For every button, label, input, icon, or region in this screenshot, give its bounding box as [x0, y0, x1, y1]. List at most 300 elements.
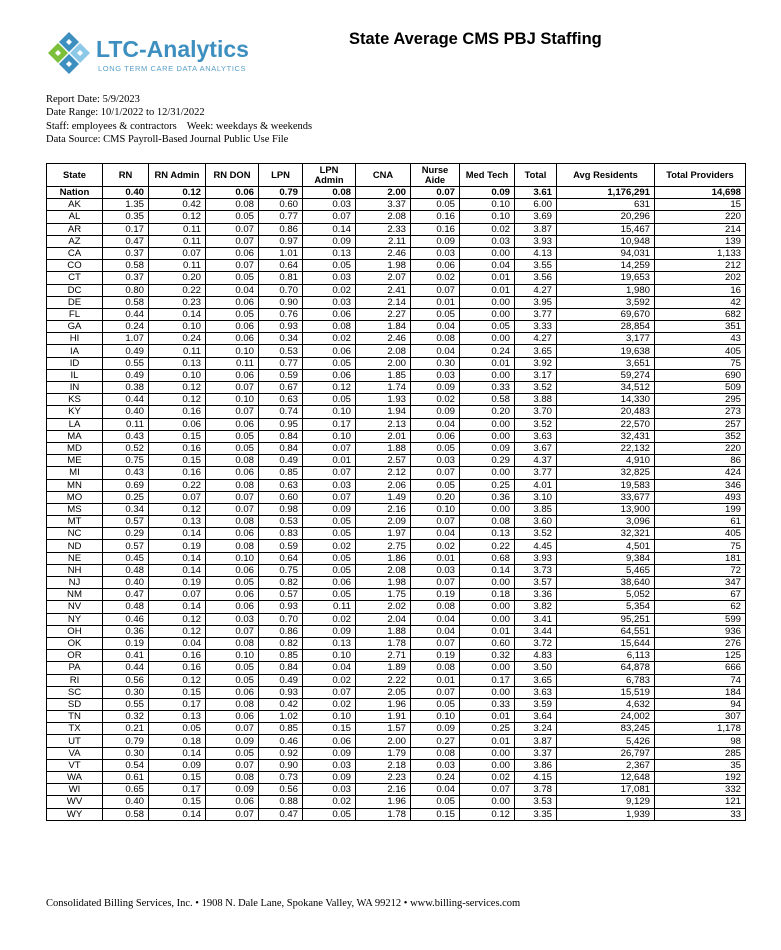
table-cell: 1.98 — [356, 260, 411, 272]
table-cell: 0.05 — [303, 260, 356, 272]
table-cell: 0.07 — [411, 686, 460, 698]
table-cell: 1.88 — [356, 625, 411, 637]
table-cell: 0.97 — [259, 235, 303, 247]
table-cell: 0.16 — [149, 650, 206, 662]
table-row — [47, 455, 746, 467]
table-cell: 0.74 — [259, 406, 303, 418]
table-cell: 139 — [655, 235, 746, 247]
table-cell: 0.05 — [303, 808, 356, 820]
table-cell: 1.02 — [259, 711, 303, 723]
table-cell: 0.07 — [303, 467, 356, 479]
table-cell: 15,644 — [557, 637, 655, 649]
table-cell: 0.07 — [206, 235, 259, 247]
table-row — [47, 235, 746, 247]
table-row — [47, 199, 746, 211]
table-cell: 0.05 — [303, 394, 356, 406]
table-cell: 0.49 — [259, 674, 303, 686]
table-cell: 3.57 — [515, 577, 557, 589]
table-cell: 61 — [655, 516, 746, 528]
table-cell: 0.93 — [259, 601, 303, 613]
table-cell: 28,854 — [557, 321, 655, 333]
table-cell: 3.10 — [515, 491, 557, 503]
table-body — [47, 187, 746, 821]
table-cell: 0.10 — [206, 394, 259, 406]
table-cell: PA — [47, 662, 103, 674]
table-cell: 0.07 — [411, 187, 460, 199]
table-cell: 2.71 — [356, 650, 411, 662]
table-cell: 0.05 — [206, 674, 259, 686]
table-cell: 0.05 — [303, 552, 356, 564]
table-cell: 3.56 — [515, 272, 557, 284]
table-cell: 0.40 — [103, 577, 149, 589]
table-cell: 0.16 — [149, 662, 206, 674]
table-cell: 0.08 — [303, 187, 356, 199]
table-cell: 14,330 — [557, 394, 655, 406]
table-cell: NC — [47, 528, 103, 540]
table-cell: 0.08 — [460, 516, 515, 528]
table-cell: 0.04 — [411, 418, 460, 430]
table-cell: 0.02 — [303, 674, 356, 686]
table-cell: 631 — [557, 199, 655, 211]
table-cell: 15,519 — [557, 686, 655, 698]
table-cell: 0.12 — [149, 187, 206, 199]
table-cell: 3,651 — [557, 357, 655, 369]
table-cell: 0.06 — [411, 260, 460, 272]
company-logo — [46, 30, 256, 82]
staff-filter: Staff: employees & contractors — [46, 120, 177, 132]
table-cell: 0.48 — [103, 564, 149, 576]
table-cell: 0.04 — [460, 260, 515, 272]
table-cell: 0.59 — [259, 540, 303, 552]
table-cell: 0.00 — [460, 796, 515, 808]
table-cell: 0.53 — [259, 516, 303, 528]
table-cell: 0.63 — [259, 479, 303, 491]
table-cell: 0.46 — [259, 735, 303, 747]
table-cell: 0.07 — [206, 759, 259, 771]
table-cell: 0.11 — [149, 260, 206, 272]
table-cell: 3.92 — [515, 357, 557, 369]
table-cell: 0.05 — [411, 698, 460, 710]
table-cell: 2.11 — [356, 235, 411, 247]
table-cell: 0.15 — [303, 723, 356, 735]
table-cell: 0.07 — [206, 382, 259, 394]
table-cell: 0.55 — [103, 698, 149, 710]
column-header: RN Admin — [149, 164, 206, 187]
table-cell: NJ — [47, 577, 103, 589]
table-cell: 32,431 — [557, 430, 655, 442]
column-header: Med Tech — [460, 164, 515, 187]
table-cell: 0.03 — [206, 613, 259, 625]
table-cell: 0.04 — [206, 284, 259, 296]
table-row — [47, 503, 746, 515]
table-cell: 0.08 — [206, 772, 259, 784]
table-cell: 0.12 — [149, 211, 206, 223]
column-header: Total Providers — [655, 164, 746, 187]
table-cell: 0.13 — [303, 637, 356, 649]
table-cell: 0.57 — [103, 516, 149, 528]
table-cell: WI — [47, 784, 103, 796]
table-cell: 0.07 — [206, 491, 259, 503]
table-cell: 0.48 — [103, 601, 149, 613]
table-cell: TN — [47, 711, 103, 723]
table-cell: 0.02 — [411, 394, 460, 406]
table-cell: 2.09 — [356, 516, 411, 528]
table-cell: 0.54 — [103, 759, 149, 771]
table-cell: 0.47 — [259, 808, 303, 820]
table-cell: 0.90 — [259, 296, 303, 308]
table-cell: 5,426 — [557, 735, 655, 747]
table-cell: 0.25 — [103, 491, 149, 503]
table-cell: 4,910 — [557, 455, 655, 467]
table-cell: 0.00 — [460, 577, 515, 589]
table-cell: ME — [47, 455, 103, 467]
table-cell: 3.93 — [515, 235, 557, 247]
table-cell: 0.23 — [149, 296, 206, 308]
table-cell: 1.96 — [356, 796, 411, 808]
table-cell: RI — [47, 674, 103, 686]
table-cell: 0.14 — [460, 564, 515, 576]
table-cell: 0.56 — [103, 674, 149, 686]
table-cell: 0.24 — [103, 321, 149, 333]
table-cell: 0.14 — [149, 601, 206, 613]
table-cell: 0.02 — [303, 613, 356, 625]
table-cell: 0.17 — [149, 784, 206, 796]
table-cell: 0.05 — [206, 442, 259, 454]
table-cell: 0.12 — [149, 503, 206, 515]
table-cell: 0.11 — [149, 345, 206, 357]
table-cell: 0.06 — [206, 369, 259, 381]
table-cell: 0.88 — [259, 796, 303, 808]
table-cell: 3.77 — [515, 467, 557, 479]
table-cell: 0.05 — [206, 747, 259, 759]
table-cell: 0.24 — [411, 772, 460, 784]
table-cell: 0.05 — [206, 272, 259, 284]
report-info — [46, 93, 312, 146]
table-cell: 295 — [655, 394, 746, 406]
table-cell: 0.00 — [460, 369, 515, 381]
table-cell: 1.85 — [356, 369, 411, 381]
table-row — [47, 772, 746, 784]
table-cell: 0.03 — [411, 369, 460, 381]
table-cell: 19,583 — [557, 479, 655, 491]
table-cell: 0.03 — [411, 564, 460, 576]
table-cell: 0.10 — [460, 211, 515, 223]
table-cell: 1,133 — [655, 247, 746, 259]
table-cell: 0.85 — [259, 467, 303, 479]
table-cell: 0.16 — [149, 467, 206, 479]
table-cell: 17,081 — [557, 784, 655, 796]
table-cell: 0.37 — [103, 272, 149, 284]
column-header: Avg Residents — [557, 164, 655, 187]
table-row — [47, 808, 746, 820]
table-cell: IL — [47, 369, 103, 381]
table-cell: 666 — [655, 662, 746, 674]
table-cell: 3.70 — [515, 406, 557, 418]
table-row — [47, 345, 746, 357]
table-cell: 3.61 — [515, 187, 557, 199]
table-cell: 0.47 — [103, 235, 149, 247]
table-cell: 0.55 — [103, 357, 149, 369]
table-cell: NH — [47, 564, 103, 576]
table-cell: 0.07 — [206, 503, 259, 515]
table-cell: 64,878 — [557, 662, 655, 674]
table-row — [47, 540, 746, 552]
table-cell: 0.05 — [206, 577, 259, 589]
table-cell: 0.02 — [460, 772, 515, 784]
table-cell: 0.01 — [460, 284, 515, 296]
table-cell: 0.19 — [149, 577, 206, 589]
report-date: Report Date: 5/9/2023 — [46, 94, 140, 105]
table-cell: 0.12 — [149, 613, 206, 625]
table-cell: 3.36 — [515, 589, 557, 601]
table-cell: 0.05 — [411, 199, 460, 211]
table-header-row — [47, 164, 746, 187]
table-cell: 0.60 — [259, 199, 303, 211]
data-source: Data Source: CMS Payroll-Based Journal Public Use File — [46, 133, 289, 145]
table-cell: 67 — [655, 589, 746, 601]
table-cell: 3.24 — [515, 723, 557, 735]
table-cell: 0.05 — [411, 308, 460, 320]
table-cell: 4,501 — [557, 540, 655, 552]
table-cell: 38,640 — [557, 577, 655, 589]
table-cell: 0.05 — [206, 662, 259, 674]
table-cell: 0.56 — [259, 784, 303, 796]
table-cell: 0.10 — [303, 430, 356, 442]
table-cell: 0.49 — [103, 345, 149, 357]
table-cell: 33,677 — [557, 491, 655, 503]
table-cell: AR — [47, 223, 103, 235]
table-cell: 3.93 — [515, 552, 557, 564]
table-cell: 0.07 — [206, 723, 259, 735]
table-cell: 0.09 — [206, 784, 259, 796]
table-cell: 1,939 — [557, 808, 655, 820]
column-header: Total — [515, 164, 557, 187]
table-cell: 3,177 — [557, 333, 655, 345]
table-cell: 0.00 — [460, 333, 515, 345]
table-cell: 0.24 — [460, 345, 515, 357]
table-cell: CT — [47, 272, 103, 284]
table-cell: 0.68 — [460, 552, 515, 564]
table-cell: 0.12 — [149, 382, 206, 394]
table-cell: 184 — [655, 686, 746, 698]
table-cell: 0.40 — [103, 187, 149, 199]
table-cell: 0.07 — [149, 589, 206, 601]
table-cell: 1,178 — [655, 723, 746, 735]
table-cell: 0.33 — [460, 698, 515, 710]
table-cell: 0.34 — [259, 333, 303, 345]
table-cell: 4.45 — [515, 540, 557, 552]
table-cell: 5,354 — [557, 601, 655, 613]
table-cell: 2.22 — [356, 674, 411, 686]
table-cell: 0.05 — [411, 796, 460, 808]
table-cell: 0.53 — [259, 345, 303, 357]
table-cell: 0.43 — [103, 430, 149, 442]
table-row — [47, 601, 746, 613]
table-cell: 3.60 — [515, 516, 557, 528]
table-cell: 4.37 — [515, 455, 557, 467]
table-cell: AZ — [47, 235, 103, 247]
table-cell: 3.17 — [515, 369, 557, 381]
table-row — [47, 577, 746, 589]
table-cell: 1.88 — [356, 442, 411, 454]
table-cell: 0.84 — [259, 430, 303, 442]
table-cell: 22,132 — [557, 442, 655, 454]
table-cell: 0.08 — [411, 747, 460, 759]
table-cell: 0.13 — [149, 516, 206, 528]
table-cell: 3.85 — [515, 503, 557, 515]
table-cell: 0.09 — [411, 406, 460, 418]
table-cell: 15 — [655, 199, 746, 211]
table-cell: 0.33 — [460, 382, 515, 394]
table-cell: 0.06 — [206, 528, 259, 540]
table-cell: 0.21 — [103, 723, 149, 735]
table-cell: 0.05 — [411, 442, 460, 454]
table-cell: 307 — [655, 711, 746, 723]
table-cell: 0.10 — [460, 199, 515, 211]
table-row — [47, 552, 746, 564]
table-cell: 26,797 — [557, 747, 655, 759]
table-row — [47, 759, 746, 771]
table-cell: 0.20 — [411, 491, 460, 503]
table-cell: 0.61 — [103, 772, 149, 784]
table-cell: 0.01 — [460, 625, 515, 637]
table-cell: 0.58 — [460, 394, 515, 406]
table-cell: 0.44 — [103, 308, 149, 320]
table-cell: 14,259 — [557, 260, 655, 272]
table-row — [47, 467, 746, 479]
table-cell: 285 — [655, 747, 746, 759]
table-cell: 20,296 — [557, 211, 655, 223]
table-cell: 0.00 — [460, 601, 515, 613]
table-cell: 273 — [655, 406, 746, 418]
table-cell: 493 — [655, 491, 746, 503]
table-cell: 2.02 — [356, 601, 411, 613]
table-cell: 1.91 — [356, 711, 411, 723]
logo-mark-icon — [46, 30, 92, 80]
table-cell: 0.12 — [149, 394, 206, 406]
table-cell: 0.01 — [411, 296, 460, 308]
table-cell: 0.27 — [411, 735, 460, 747]
table-cell: 1.57 — [356, 723, 411, 735]
table-row — [47, 394, 746, 406]
table-cell: 0.17 — [303, 418, 356, 430]
table-cell: 32,321 — [557, 528, 655, 540]
table-cell: 3.63 — [515, 686, 557, 698]
table-cell: 0.07 — [411, 467, 460, 479]
table-cell: 3.50 — [515, 662, 557, 674]
table-cell: 4.15 — [515, 772, 557, 784]
table-row — [47, 260, 746, 272]
table-cell: 0.69 — [103, 479, 149, 491]
table-cell: 0.37 — [103, 247, 149, 259]
table-cell: 0.19 — [149, 540, 206, 552]
table-cell: 0.19 — [411, 589, 460, 601]
table-cell: 1.84 — [356, 321, 411, 333]
table-cell: UT — [47, 735, 103, 747]
table-cell: 0.09 — [303, 772, 356, 784]
table-cell: 69,670 — [557, 308, 655, 320]
table-cell: 0.11 — [149, 223, 206, 235]
table-cell: 0.40 — [103, 796, 149, 808]
table-cell: OH — [47, 625, 103, 637]
table-cell: 0.09 — [460, 187, 515, 199]
table-cell: 1.97 — [356, 528, 411, 540]
table-cell: 0.03 — [303, 199, 356, 211]
table-cell: 0.03 — [303, 784, 356, 796]
table-cell: 0.08 — [411, 601, 460, 613]
table-cell: 0.04 — [411, 784, 460, 796]
table-cell: 0.65 — [103, 784, 149, 796]
table-cell: 0.08 — [206, 455, 259, 467]
table-cell: 0.01 — [460, 357, 515, 369]
table-row — [47, 747, 746, 759]
table-cell: 1.93 — [356, 394, 411, 406]
table-cell: NY — [47, 613, 103, 625]
table-cell: 34,512 — [557, 382, 655, 394]
table-cell: 2.00 — [356, 187, 411, 199]
table-cell: Nation — [47, 187, 103, 199]
table-cell: 3.52 — [515, 528, 557, 540]
table-cell: 0.47 — [103, 589, 149, 601]
table-cell: 0.17 — [103, 223, 149, 235]
table-row — [47, 625, 746, 637]
table-cell: 0.09 — [206, 735, 259, 747]
table-cell: 0.01 — [460, 735, 515, 747]
table-cell: 0.18 — [460, 589, 515, 601]
logo-name: LTC-Analytics — [96, 36, 249, 62]
table-row — [47, 650, 746, 662]
table-cell: 5,465 — [557, 564, 655, 576]
table-cell: 0.15 — [149, 430, 206, 442]
table-cell: 0.59 — [259, 369, 303, 381]
column-header: LPN — [259, 164, 303, 187]
table-cell: 1.98 — [356, 577, 411, 589]
table-cell: 0.57 — [103, 540, 149, 552]
table-cell: 181 — [655, 552, 746, 564]
table-cell: 0.85 — [259, 723, 303, 735]
table-cell: 75 — [655, 357, 746, 369]
table-cell: 0.08 — [206, 516, 259, 528]
table-cell: 0.15 — [149, 455, 206, 467]
table-cell: 0.07 — [206, 223, 259, 235]
table-cell: 0.06 — [206, 321, 259, 333]
table-cell: 0.01 — [460, 272, 515, 284]
table-cell: IN — [47, 382, 103, 394]
table-cell: 0.75 — [103, 455, 149, 467]
table-cell: 0.12 — [149, 674, 206, 686]
table-cell: 3.78 — [515, 784, 557, 796]
table-cell: 2.01 — [356, 430, 411, 442]
table-cell: 0.04 — [411, 613, 460, 625]
table-cell: 0.44 — [103, 394, 149, 406]
table-cell: 13,900 — [557, 503, 655, 515]
table-cell: 6,783 — [557, 674, 655, 686]
table-cell: 98 — [655, 735, 746, 747]
table-cell: 1.01 — [259, 247, 303, 259]
table-cell: 0.06 — [206, 187, 259, 199]
table-cell: 0.06 — [303, 369, 356, 381]
table-cell: 14,698 — [655, 187, 746, 199]
table-cell: 0.01 — [411, 674, 460, 686]
table-cell: 0.82 — [259, 577, 303, 589]
table-cell: 2.75 — [356, 540, 411, 552]
table-cell: SC — [47, 686, 103, 698]
table-cell: 0.19 — [411, 650, 460, 662]
table-cell: 0.00 — [460, 613, 515, 625]
table-cell: MN — [47, 479, 103, 491]
table-cell: 0.09 — [411, 235, 460, 247]
table-cell: 0.13 — [149, 357, 206, 369]
